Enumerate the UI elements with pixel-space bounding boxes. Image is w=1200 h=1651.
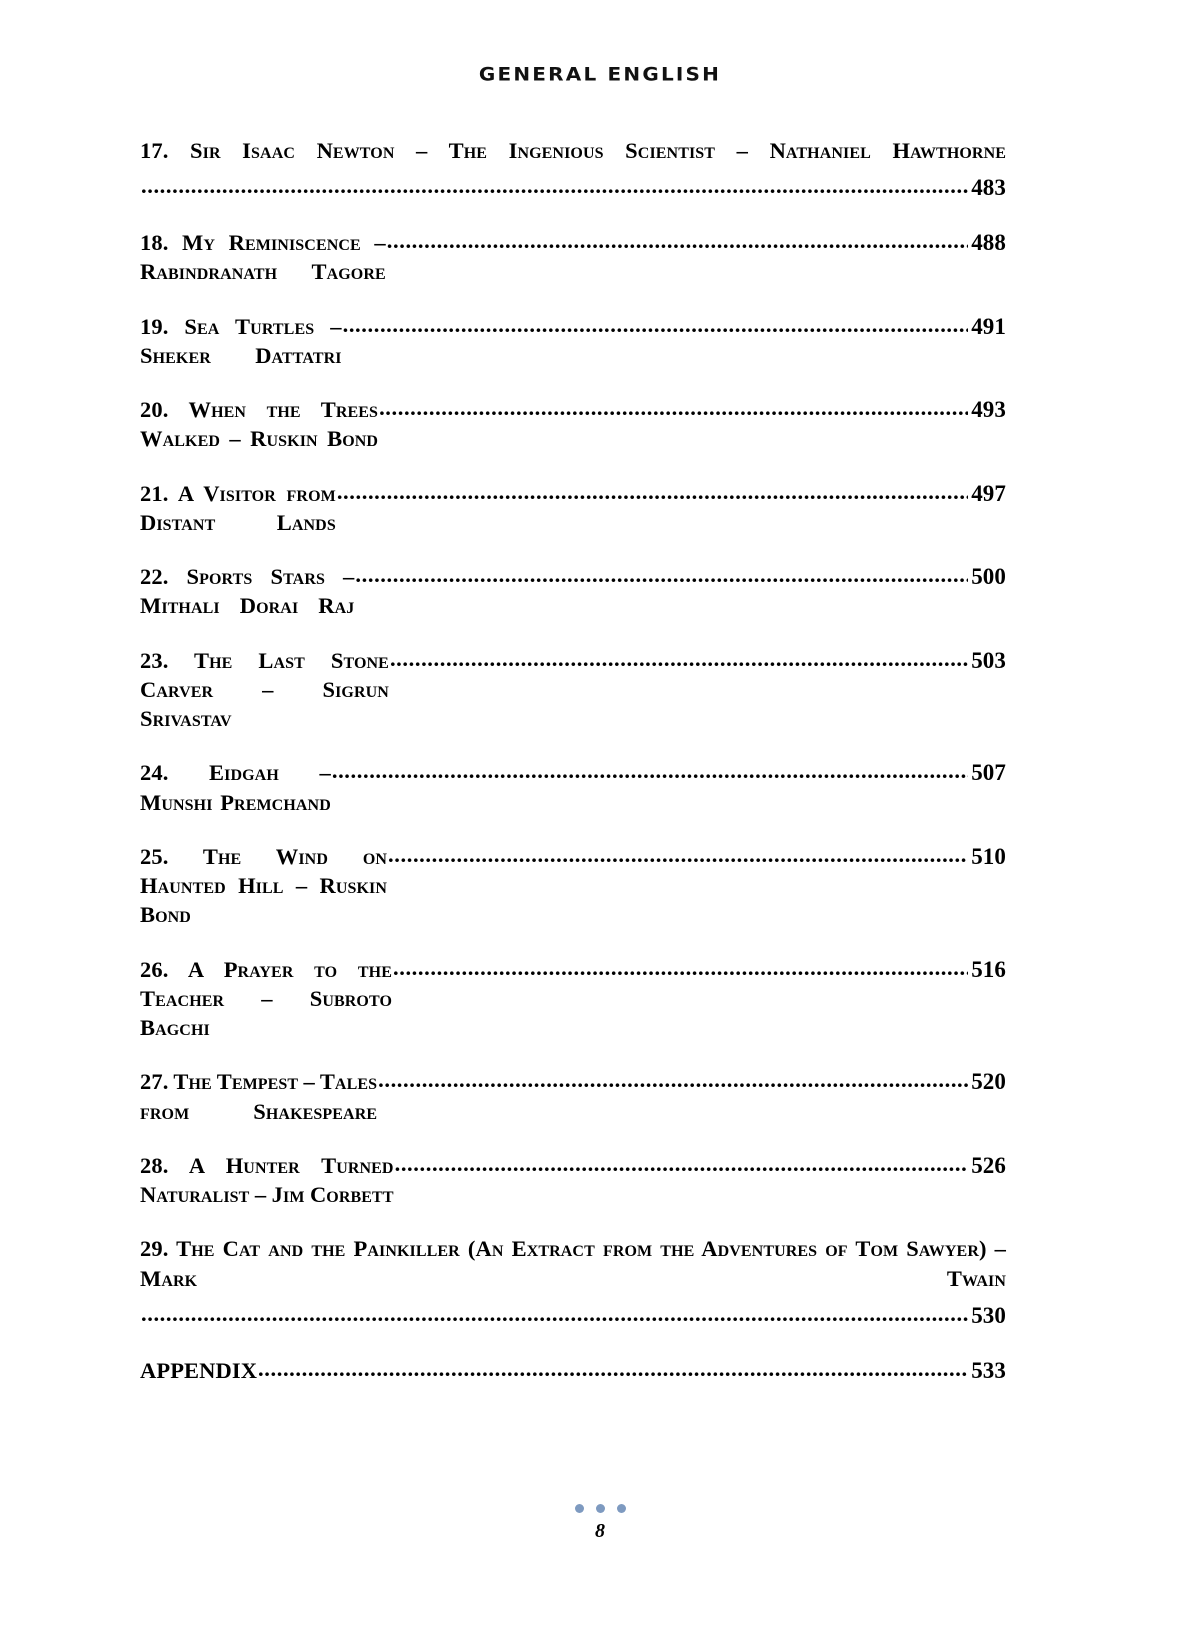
table-of-contents <box>140 136 1006 1411</box>
toc-leader-dots <box>141 1299 968 1328</box>
running-header-title: GENERAL ENGLISH <box>478 62 722 86</box>
toc-entry-title: 23. The Last Stone Carver – Sigrun Srivastav <box>140 647 389 732</box>
toc-leader-dots <box>343 310 969 339</box>
toc-entry-page-number: 510 <box>971 843 1006 869</box>
running-header <box>0 62 1200 86</box>
toc-entry-title: APPENDIX <box>140 1357 258 1383</box>
toc-entry-title: 28. A Hunter Turned Naturalist – Jim Corbett <box>140 1152 394 1208</box>
toc-leader-dots <box>379 393 968 422</box>
toc-entry-title: 20. When the Trees Walked – Ruskin Bond <box>140 397 379 452</box>
toc-leader-dots <box>390 644 968 673</box>
toc-leader-dots <box>378 1065 968 1094</box>
toc-entry-page-number: 491 <box>971 313 1006 339</box>
toc-entry-page-number: 507 <box>971 760 1006 786</box>
toc-entry-page-number: 530 <box>971 1302 1006 1328</box>
toc-leader-dots <box>393 953 968 982</box>
toc-entry-page-number: 503 <box>971 647 1006 673</box>
page-footer <box>0 1504 1200 1543</box>
footer-ornament-dots <box>0 1504 1200 1513</box>
toc-entry[interactable] <box>140 646 1006 734</box>
toc-entry[interactable] <box>140 1151 1006 1210</box>
footer-page-number: 8 <box>595 1520 605 1542</box>
toc-entry-page-number: 493 <box>971 397 1006 423</box>
toc-leader-dots <box>141 171 968 200</box>
toc-leader-dots <box>355 560 968 589</box>
toc-entry-title: 22. Sports Stars – Mithali Dorai Raj <box>140 564 355 619</box>
toc-entry-page-number: 516 <box>971 956 1006 982</box>
toc-entry-title: 17. Sir Isaac Newton – The Ingenious Scientist – Nathaniel Hawthorne <box>140 138 1006 163</box>
toc-entry[interactable] <box>140 1356 1006 1386</box>
toc-entry-title: 18. My Reminiscence – Rabindranath Tagore <box>140 230 386 285</box>
toc-entry[interactable] <box>140 395 1006 454</box>
toc-leader-dots <box>387 226 968 255</box>
toc-entry[interactable] <box>140 562 1006 621</box>
toc-entry[interactable] <box>140 228 1006 287</box>
toc-entry-title: 26. A Prayer to the Teacher – Subroto Bagchi <box>140 956 392 1041</box>
toc-leader-dots <box>258 1354 968 1383</box>
toc-entry-page-number: 526 <box>971 1152 1006 1178</box>
footer-ornament-dot <box>596 1504 605 1513</box>
toc-leader-dots <box>395 1149 969 1178</box>
toc-entry[interactable] <box>140 1234 1006 1330</box>
toc-entry-title: 24. Eidgah – Munshi Premchand <box>140 760 331 815</box>
toc-entry[interactable] <box>140 136 1006 203</box>
toc-entry[interactable] <box>140 479 1006 538</box>
toc-entry-page-number: 500 <box>971 564 1006 590</box>
toc-entry-title: 25. The Wind on Haunted Hill – Ruskin Bond <box>140 843 388 928</box>
toc-entry[interactable] <box>140 842 1006 930</box>
toc-entry-page-number: 483 <box>971 175 1006 201</box>
toc-entry[interactable] <box>140 1067 1006 1126</box>
footer-ornament-dot <box>575 1504 584 1513</box>
toc-leader-dots <box>388 840 968 869</box>
toc-leader-dots <box>337 477 968 506</box>
toc-entry-title: 21. A Visitor from Distant Lands <box>140 480 336 535</box>
toc-entry-page-number: 497 <box>971 480 1006 506</box>
toc-leader-dots <box>332 756 968 785</box>
toc-entry-title: 19. Sea Turtles – Sheker Dattatri <box>140 313 342 368</box>
toc-entry-page-number: 488 <box>971 230 1006 256</box>
toc-entry[interactable] <box>140 758 1006 817</box>
toc-entry-page-number: 520 <box>971 1069 1006 1095</box>
toc-entry-title: 29. The Cat and the Painkiller (An Extract from the Adventures of Tom Sawyer) – Mark Twain <box>140 1236 1006 1291</box>
footer-ornament-dot <box>617 1504 626 1513</box>
toc-entry[interactable] <box>140 955 1006 1043</box>
toc-entry[interactable] <box>140 312 1006 371</box>
toc-entry-title: 27. The Tempest – Tales from Shakespeare <box>140 1069 378 1124</box>
toc-entry-page-number: 533 <box>971 1357 1006 1383</box>
